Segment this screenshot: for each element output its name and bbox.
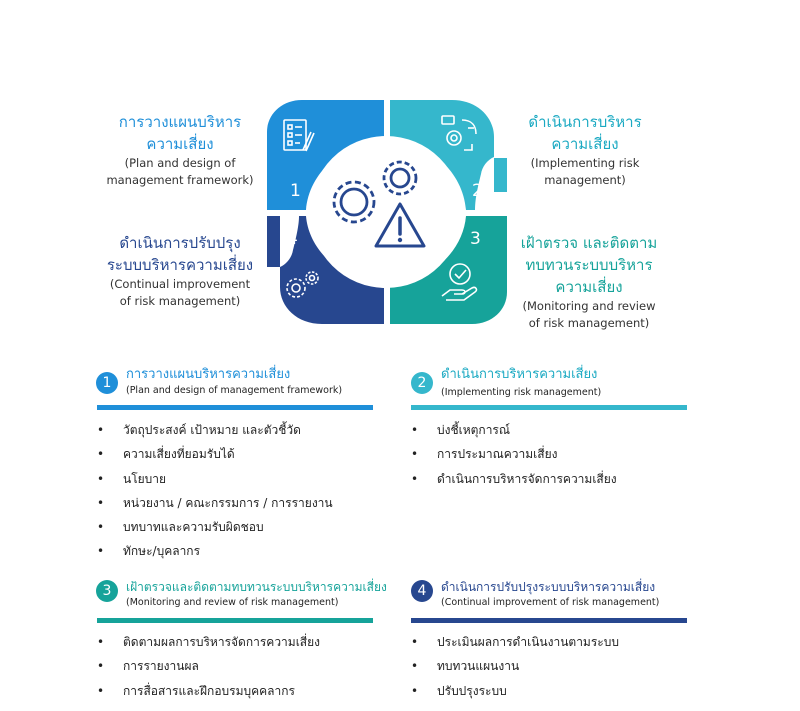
quadrant-4-number: 4	[287, 229, 298, 249]
quadrant-3-number: 3	[470, 229, 481, 249]
section-1-title: การวางแผนบริหารความเสี่ยง	[126, 367, 291, 382]
quadrant-4-title-line2: ระบบบริหารความเสี่ยง	[106, 256, 254, 274]
section-4-list	[411, 630, 619, 703]
section-1-badge: 1	[96, 372, 118, 394]
list-item: • การรายงานผล	[97, 654, 320, 678]
section-2-title: ดำเนินการบริหารความเสี่ยง	[441, 367, 598, 382]
section-3-subtitle: (Monitoring and review of risk management)	[126, 597, 339, 608]
list-item: • วัตถุประสงค์ เป้าหมาย และตัวชี้วัด	[97, 418, 333, 442]
list-item: • หน่วยงาน / คณะกรรมการ / การรายงาน	[97, 491, 333, 515]
quadrant-4-label	[95, 232, 265, 310]
quadrant-1-title-line1: การวางแผนบริหาร	[118, 113, 242, 131]
section-1-divider	[97, 405, 373, 410]
section-2-subtitle: (Implementing risk management)	[441, 387, 602, 398]
quadrant-1-subtitle-line1: (Plan and design of	[124, 156, 236, 170]
quadrant-4-subtitle-line2: of risk management)	[119, 294, 241, 308]
quadrant-4-tab	[267, 216, 280, 267]
quadrant-3-title-line3: ความเสี่ยง	[555, 278, 623, 296]
risk-cycle-diagram	[262, 92, 512, 332]
list-item: • การประมาณความเสี่ยง	[411, 442, 617, 466]
section-1-subtitle: (Plan and design of management framework)	[126, 385, 343, 396]
list-item: • ปรับปรุงระบบ	[411, 679, 619, 703]
quadrant-4-title-line1: ดำเนินการปรับปรุง	[119, 234, 241, 252]
quadrant-3-title-line1: เฝ้าตรวจ และติดตาม	[520, 234, 658, 252]
quadrant-1-subtitle-line2: management framework)	[106, 173, 254, 187]
quadrant-4-subtitle-line1: (Continual improvement	[109, 277, 251, 291]
quadrant-3-label	[505, 232, 673, 332]
quadrant-1-title-line2: ความเสี่ยง	[146, 135, 214, 153]
quadrant-2-label	[510, 111, 660, 189]
section-3-badge: 3	[96, 580, 118, 602]
quadrant-2-number: 2	[472, 181, 483, 201]
list-item: • ประเมินผลการดำเนินงานตามระบบ	[411, 630, 619, 654]
section-4-subtitle: (Continual improvement of risk management)	[441, 597, 660, 608]
list-item: • บ่งชี้เหตุการณ์	[411, 418, 617, 442]
list-item: • ดำเนินการบริหารจัดการความเสี่ยง	[411, 467, 617, 491]
quadrant-3-title-line2: ทบทวนระบบบริหาร	[525, 256, 653, 274]
list-item: • ติดตามผลการบริหารจัดการความเสี่ยง	[97, 630, 320, 654]
section-1-list	[97, 418, 333, 564]
quadrant-2-tab	[494, 158, 507, 192]
section-2-divider	[411, 405, 687, 410]
quadrant-2-subtitle-line2: management)	[544, 173, 626, 187]
quadrant-3-subtitle-line1: (Monitoring and review	[522, 299, 656, 313]
list-item: • นโยบาย	[97, 467, 333, 491]
quadrant-3-subtitle-line2: of risk management)	[528, 316, 650, 330]
quadrant-2-subtitle-line1: (Implementing risk	[530, 156, 640, 170]
section-3-list	[97, 630, 320, 703]
list-item: • ทักษะ/บุคลากร	[97, 539, 333, 563]
section-4-title: ดำเนินการปรับปรุงระบบบริหารความเสี่ยง	[441, 580, 656, 594]
list-item: • การสื่อสารและฝึกอบรมบุคคลากร	[97, 679, 320, 703]
quadrant-2-title-line1: ดำเนินการบริหาร	[528, 113, 642, 131]
quadrant-1-label	[100, 111, 260, 189]
section-3-title: เฝ้าตรวจและติดตามทบทวนระบบบริหารความเสี่ยง	[126, 580, 387, 594]
list-item: • ความเสี่ยงที่ยอมรับได้	[97, 442, 333, 466]
list-item: • ทบทวนแผนงาน	[411, 654, 619, 678]
section-4-badge: 4	[411, 580, 433, 602]
list-item: • บทบาทและความรับผิดชอบ	[97, 515, 333, 539]
section-2-list	[411, 418, 617, 491]
quadrant-2-title-line2: ความเสี่ยง	[551, 135, 619, 153]
section-3-divider	[97, 618, 373, 623]
quadrant-1-number: 1	[290, 181, 301, 201]
section-2-badge: 2	[411, 372, 433, 394]
section-4-divider	[411, 618, 687, 623]
